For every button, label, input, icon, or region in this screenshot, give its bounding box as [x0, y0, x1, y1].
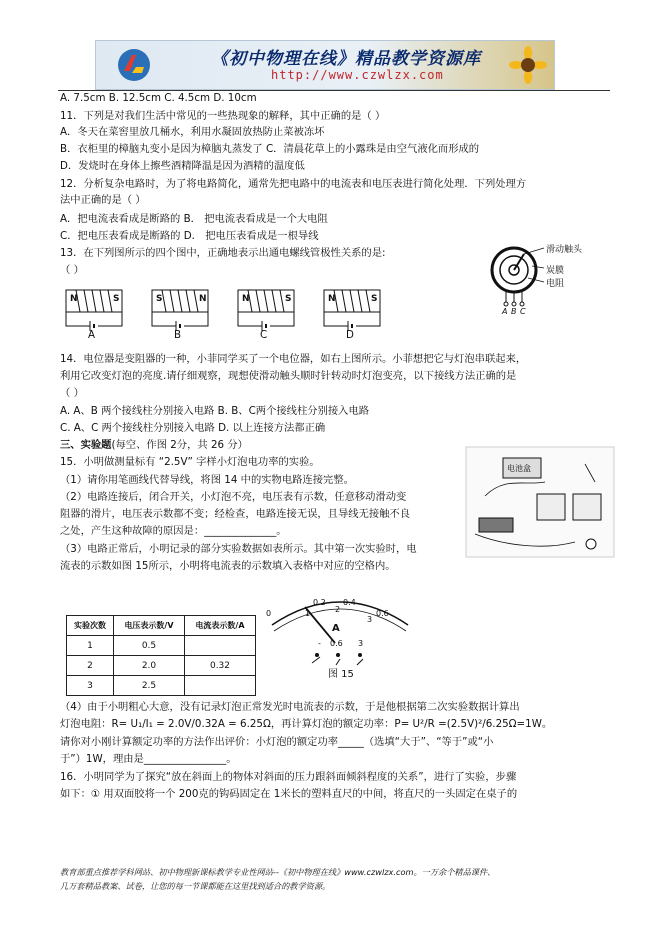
section-3-points: (每空、作图 2分，共 26 分）: [111, 439, 248, 451]
ammeter-tick-06: 0.6: [376, 609, 389, 618]
table-cell: 2: [67, 656, 114, 676]
table-header-cell: 电流表示数/A: [185, 616, 256, 636]
ammeter-figure: [260, 585, 420, 680]
sol-label-d: D: [346, 329, 354, 341]
table-row: [67, 636, 256, 656]
q15-part-4c: 请你对小刚计算额定功率的方法作出评价：小灯泡的额定功率_____（选填“大于”、“等于”或“小: [60, 736, 494, 748]
q14-option-ab: A. A、B 两个接线柱分别接入电路 B. B、C两个接线柱分别接入电路: [60, 405, 370, 417]
sol-d-n: N: [328, 294, 336, 304]
footer-line-1: 教育部重点推荐学科网站、初中物理新课标教学专业性网站--《初中物理在线》www.czwlzx.com。一万余个精品课件、: [60, 867, 496, 877]
q15-part-3b: 流表的示数如图 15所示，小明将电流表的示数填入表格中对应的空格内。: [60, 560, 396, 572]
table-cell: 2.0: [114, 656, 185, 676]
ammeter-inner-2: 2: [335, 605, 341, 614]
ammeter-inner-3: 3: [367, 615, 373, 624]
ammeter-terminal-neg: -: [318, 639, 321, 648]
ammeter-tick-02: 0.2: [313, 598, 326, 607]
table-cell: [185, 676, 256, 696]
q15-part-4b: 灯泡电阻：R= U₁/I₁ = 2.0V/0.32A = 6.25Ω，再计算灯泡的额定功率：P= U²/R =(2.5V)²/6.25Ω=1W。: [60, 718, 553, 730]
sol-c-n: N: [242, 294, 250, 304]
circuit-figure: [465, 446, 615, 558]
q12-stem: 12．分析复杂电路时，为了将电路简化，通常先把电路中的电流表和电压表进行简化处理．下列处理方: [60, 178, 527, 190]
table-cell: [185, 636, 256, 656]
q15-part-2b: 阻器的滑片，电压表示数都不变；经检查，电路连接无误，且导线无接触不良: [60, 508, 411, 520]
table-header-row: [67, 616, 256, 636]
q12-stem-2: 法中正确的是（ ）: [60, 194, 146, 206]
table-cell: 2.5: [114, 676, 185, 696]
ammeter-tick-04: 0.4: [343, 598, 356, 607]
pot-terminal-c: C: [520, 307, 526, 316]
pot-slider-label: 滑动触头: [546, 245, 583, 255]
section-3-heading: [60, 438, 248, 452]
ammeter-tick-0: 0: [266, 609, 272, 618]
header-title: 《初中物理在线》精品教学资源库: [211, 49, 481, 69]
solenoid-figures: [60, 286, 390, 336]
q11-option-d: D．发烧时在身体上擦些酒精降温是因为酒精的温度低: [60, 160, 305, 172]
table-row: [67, 656, 256, 676]
q11-option-a: A．冬天在菜窖里放几桶水，利用水凝固放热防止菜被冻坏: [60, 126, 325, 138]
q14-stem: 14．电位器是变阻器的一种，小菲同学买了一个电位器，如右上图所示。小菲想把它与灯泡串联起来，: [60, 353, 527, 365]
logo-icon: [116, 47, 152, 83]
sol-a-s: S: [113, 294, 120, 304]
q14-stem-3: （ ）: [60, 387, 84, 399]
sol-a-n: N: [70, 294, 78, 304]
experiment-table: [66, 615, 256, 696]
figure-15-caption: 图 15: [328, 669, 354, 680]
q13-stem-2: （ ）: [60, 264, 84, 276]
q16-stem-2: 如下：① 用双面胶将一个 200克的钩码固定在 1米长的塑料直尺的中间，将直尺的一头固定在桌子的: [60, 788, 518, 800]
table-cell: 1: [67, 636, 114, 656]
section-3-title: 三、实验题: [60, 439, 112, 451]
pot-resistor-label: 电阻: [546, 279, 565, 289]
pot-terminal-b: B: [511, 307, 517, 316]
header-url: http://www.czwlzx.com: [271, 68, 444, 82]
sol-label-a: A: [88, 329, 96, 341]
q14-stem-2: 利用它改变灯泡的亮度.请仔细观察，现想使滑动触头顺时针转动时灯泡变亮，以下接线方法正确的是: [60, 370, 517, 382]
circuit-battery-label: 电池盒: [507, 464, 531, 473]
sol-b-s: S: [156, 294, 163, 304]
sol-label-c: C: [260, 329, 268, 341]
q16-stem: 16．小明同学为了探究“放在斜面上的物体对斜面的压力跟斜面倾斜程度的关系”，进行了实验，步骤: [60, 771, 517, 783]
q10-options: A. 7.5cm B. 12.5cm C. 4.5cm D. 10cm: [60, 92, 257, 104]
q12-option-cd: C．把电压表看成是断路的 D． 把电压表看成是一根导线: [60, 230, 319, 242]
pot-film-label: 炭膜: [546, 266, 565, 276]
header-banner: [95, 40, 555, 90]
q15-part-3: （3）电路正常后，小明记录的部分实验数据如表所示。其中第一次实验时，电: [60, 543, 417, 555]
ammeter-terminal-3: 3: [358, 639, 364, 648]
table-cell: 0.32: [185, 656, 256, 676]
table-header-cell: 电压表示数/V: [114, 616, 185, 636]
sunflower-icon: [508, 45, 548, 85]
q11-stem: 11．下列是对我们生活中常见的一些热现象的解释，其中正确的是（ ）: [60, 110, 386, 122]
q11-option-bc: B．衣柜里的樟脑丸变小是因为樟脑丸蒸发了 C．清晨花草上的小露珠是由空气液化而形成的: [60, 143, 480, 155]
footer-line-2: 几万套精品教案、试卷，让您的每一节课都能在这里找到适合的教学资源。: [60, 881, 331, 891]
q15-stem: 15．小明做测量标有 “2.5V” 字样小灯泡电功率的实验。: [60, 456, 320, 468]
sol-b-n: N: [199, 294, 207, 304]
q15-part-1: （1）请你用笔画线代替导线，将图 14 中的实物电路连接完整。: [60, 474, 354, 486]
q15-part-2: （2）电路连接后，闭合开关，小灯泡不亮，电压表有示数，任意移动滑动变: [60, 491, 407, 503]
table-cell: 3: [67, 676, 114, 696]
table-row: [67, 676, 256, 696]
q14-option-cd: C. A、C 两个接线柱分别接入电路 D. 以上连接方法都正确: [60, 422, 326, 434]
table-header-cell: 实验次数: [67, 616, 114, 636]
ammeter-unit: A: [332, 623, 340, 634]
table-cell: 0.5: [114, 636, 185, 656]
sol-d-s: S: [371, 294, 378, 304]
q15-part-2c: 之处，产生这种故障的原因是：______________。: [60, 525, 287, 537]
sol-label-b: B: [174, 329, 182, 341]
q15-part-4d: 于”）1W，理由是________________。: [60, 753, 237, 765]
q15-part-4: （4）由于小明粗心大意，没有记录灯泡正常发光时电流表的示数，于是他根据第二次实验数据计算出: [60, 701, 520, 713]
ammeter-inner-1: 1: [305, 609, 311, 618]
q12-option-ab: A．把电流表看成是断路的 B． 把电流表看成是一个大电阻: [60, 213, 328, 225]
sol-c-s: S: [285, 294, 292, 304]
pot-terminal-a: A: [502, 307, 508, 316]
ammeter-terminal-06: 0.6: [330, 639, 343, 648]
q13-stem: 13．在下列图所示的四个图中，正确地表示出通电螺线管极性关系的是:: [60, 247, 386, 259]
